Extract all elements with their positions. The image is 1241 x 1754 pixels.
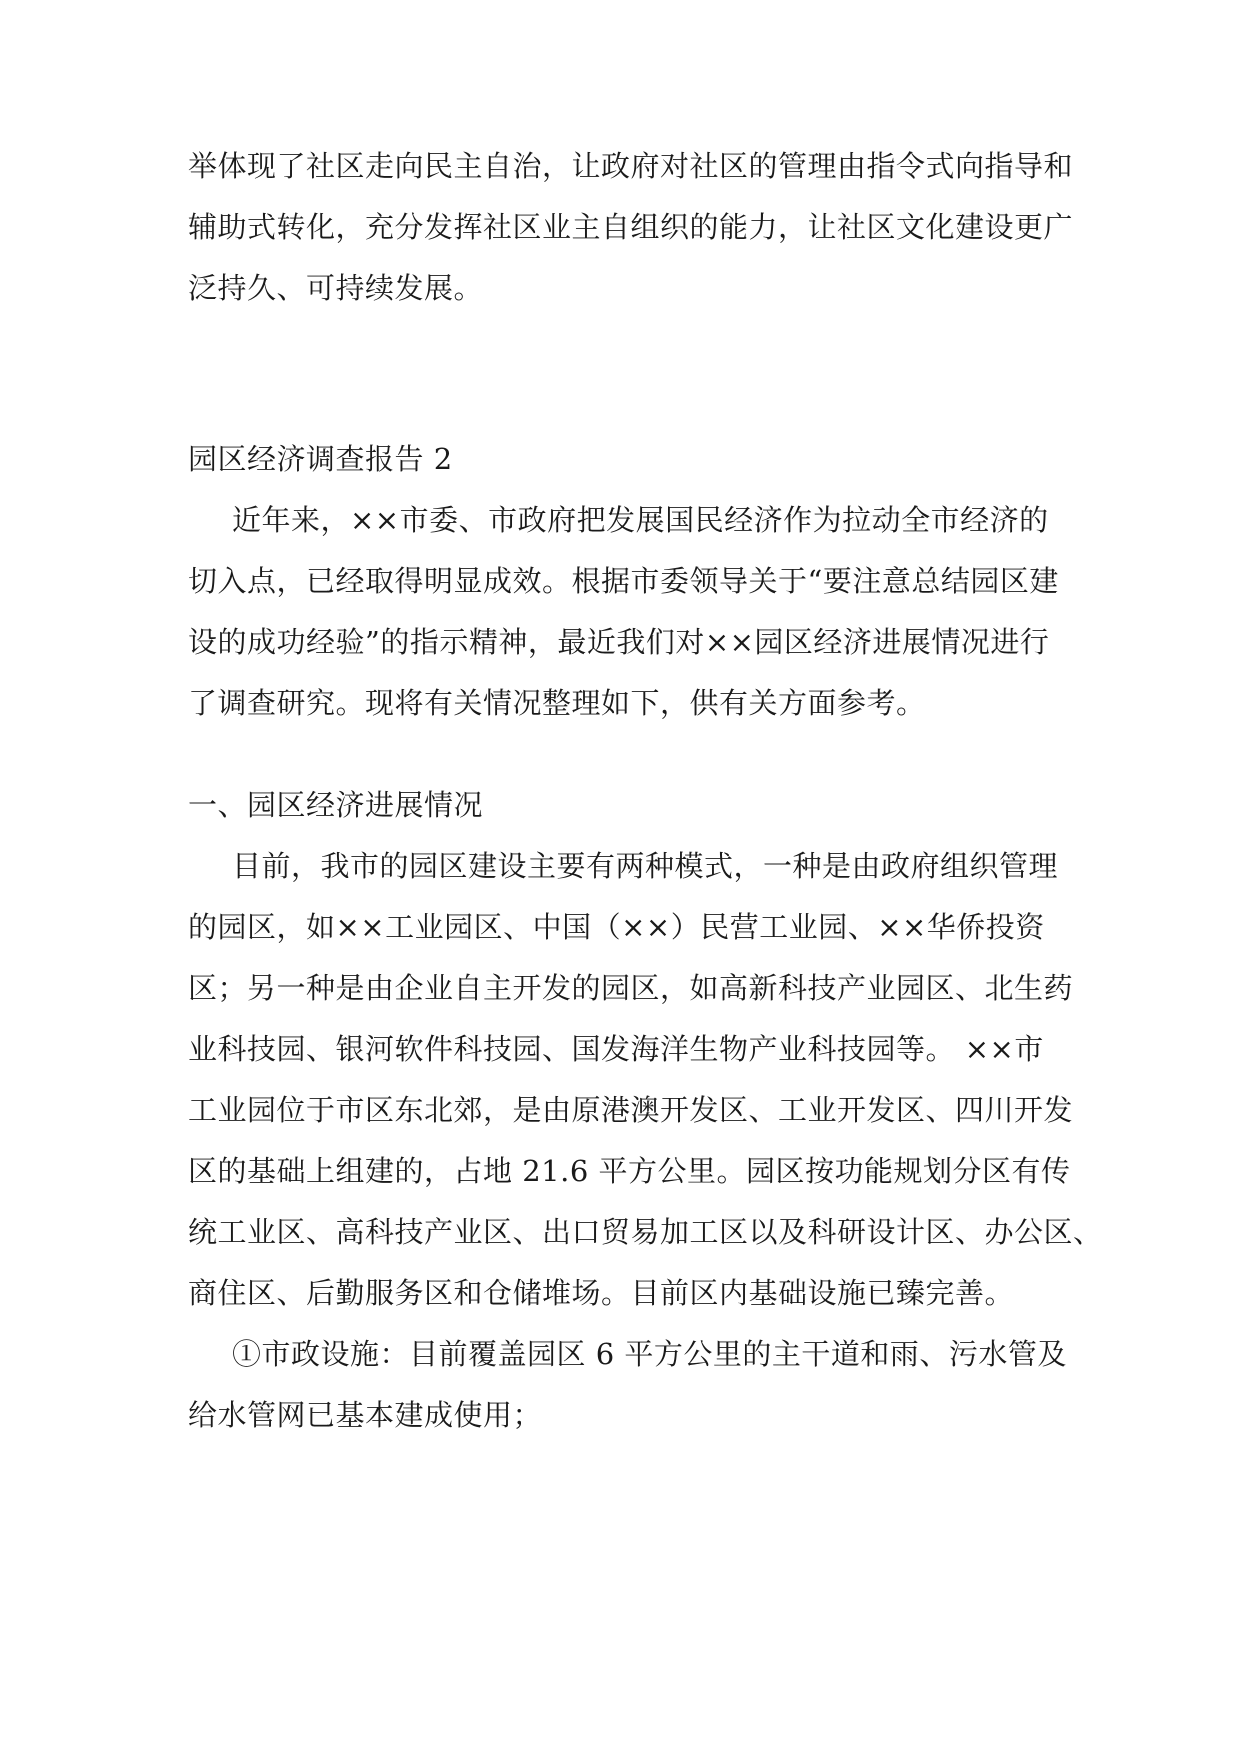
paragraph-2-line-2: 的园区，如××工业园区、中国（××）民营工业园、××华侨投资 (188, 910, 1045, 944)
paragraph-2-line-5: 工业园位于市区东北郊，是由原港澳开发区、工业开发区、四川开发 (188, 1093, 1074, 1127)
paragraph-2-line-4: 业科技园、银河软件科技园、国发海洋生物产业科技园等。 ××市 (188, 1032, 1044, 1066)
paragraph-3-line-2: 给水管网已基本建成使用； (188, 1398, 543, 1432)
report-title: 园区经济调查报告 2 (188, 442, 453, 476)
paragraph-1-line-3: 设的成功经验”的指示精神，最近我们对××园区经济进展情况进行 (188, 625, 1050, 659)
paragraph-1-line-2: 切入点，已经取得明显成效。根据市委领导关于“要注意总结园区建 (188, 564, 1059, 598)
paragraph-1-line-1: 近年来，××市委、市政府把发展国民经济作为拉动全市经济的 (232, 503, 1049, 537)
section-1-heading: 一、园区经济进展情况 (188, 788, 484, 822)
intro-line-2: 辅助式转化，充分发挥社区业主自组织的能力，让社区文化建设更广 (188, 210, 1074, 244)
paragraph-2-line-1: 目前，我市的园区建设主要有两种模式，一种是由政府组织管理 (232, 849, 1059, 883)
intro-line-3: 泛持久、可持续发展。 (188, 271, 484, 305)
intro-line-1: 举体现了社区走向民主自治，让政府对社区的管理由指令式向指导和 (188, 149, 1074, 183)
paragraph-2-line-8: 商住区、后勤服务区和仓储堆场。目前区内基础设施已臻完善。 (188, 1276, 1015, 1310)
paragraph-3-line-1: ①市政设施：目前覆盖园区 6 平方公里的主干道和雨、污水管及 (232, 1337, 1067, 1371)
paragraph-2-line-3: 区；另一种是由企业自主开发的园区，如高新科技产业园区、北生药 (188, 971, 1074, 1005)
paragraph-2-line-7: 统工业区、高科技产业区、出口贸易加工区以及科研设计区、办公区、 (188, 1215, 1103, 1249)
paragraph-2-line-6: 区的基础上组建的，占地 21.6 平方公里。园区按功能规划分区有传 (188, 1154, 1071, 1188)
paragraph-1-line-4: 了调查研究。现将有关情况整理如下，供有关方面参考。 (188, 686, 926, 720)
